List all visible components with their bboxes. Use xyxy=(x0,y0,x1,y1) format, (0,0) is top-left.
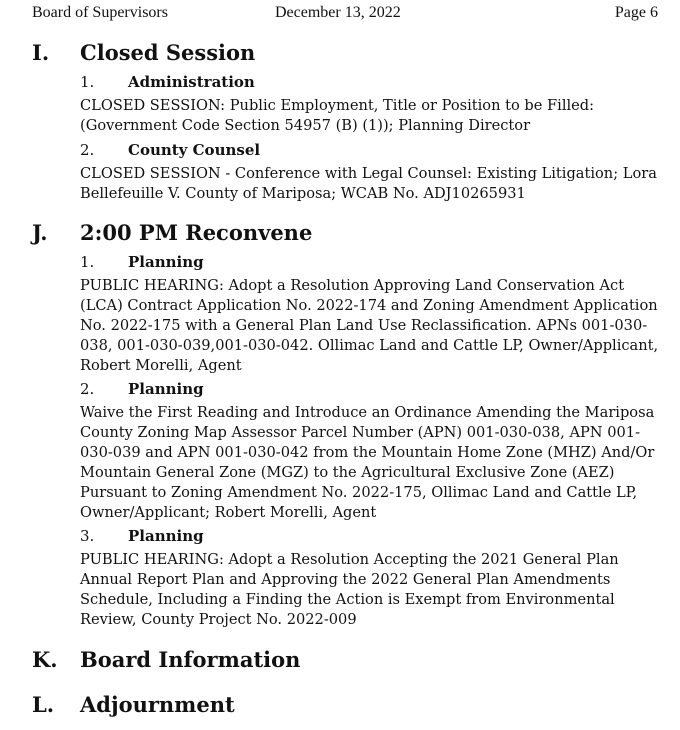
item-number: 3. xyxy=(80,527,95,545)
section-letter: I. xyxy=(32,40,50,65)
section-letter: J. xyxy=(32,220,48,245)
section-title: 2:00 PM Reconvene xyxy=(80,220,313,245)
item-department: Planning xyxy=(128,380,204,398)
item-number: 1. xyxy=(80,73,95,91)
item-number: 1. xyxy=(80,253,95,271)
agenda-item-text: Waive the First Reading and Introduce an Ordinance Amending the Mariposa County Zoning Map Assessor Parcel Number (APN) 001-030-038, APN 001-030-039 and APN 001-030-042 from the Mountain Home Zone (MHZ) And/Or Mountain General Zone (MGZ) to the Agricultural Exclusive Zone (AEZ) Pursuant to Zoning Amendment No. 2022-175, Ollimac Land and Cattle LP, Owner/Applicant; Robert Morelli, Agent xyxy=(80,404,655,521)
header-page-number: Page 6 xyxy=(614,4,658,21)
agenda-item-text: PUBLIC HEARING: Adopt a Resolution Accepting the 2021 General Plan Annual Report Plan and Approving the 2022 General Plan Amendments Schedule, Including a Finding the Action is Exempt from Environmental Review, County Project No. 2022-009 xyxy=(80,551,619,628)
page-header xyxy=(32,4,658,24)
section-letter: K. xyxy=(32,647,58,672)
agenda-item-text: CLOSED SESSION - Conference with Legal Counsel: Existing Litigation; Lora Bellefeuille V. County of Mariposa; WCAB No. ADJ10265931 xyxy=(80,165,657,202)
section-title: Board Information xyxy=(80,647,301,672)
item-department: Planning xyxy=(128,253,204,271)
section-title: Adjournment xyxy=(80,692,235,717)
header-date: December 13, 2022 xyxy=(275,4,401,21)
item-number: 2. xyxy=(80,380,95,398)
agenda-item-text: PUBLIC HEARING: Adopt a Resolution Approving Land Conservation Act (LCA) Contract Application No. 2022-174 and Zoning Amendment Application No. 2022-175 with a General Plan Land Use Reclassification. APNs 001-030-038, 001-030-039,001-030-042. Ollimac Land and Cattle LP, Owner/Applicant, Robert Morelli, Agent xyxy=(80,277,659,374)
item-department: County Counsel xyxy=(128,141,261,159)
header-board-name: Board of Supervisors xyxy=(32,4,168,21)
section-title: Closed Session xyxy=(80,40,256,65)
item-department: Administration xyxy=(128,73,255,91)
item-number: 2. xyxy=(80,141,95,159)
item-department: Planning xyxy=(128,527,204,545)
section-letter: L. xyxy=(32,692,55,717)
agenda-item-text: CLOSED SESSION: Public Employment, Title or Position to be Filled: (Government Code Section 54957 (B) (1)); Planning Director xyxy=(80,97,595,134)
